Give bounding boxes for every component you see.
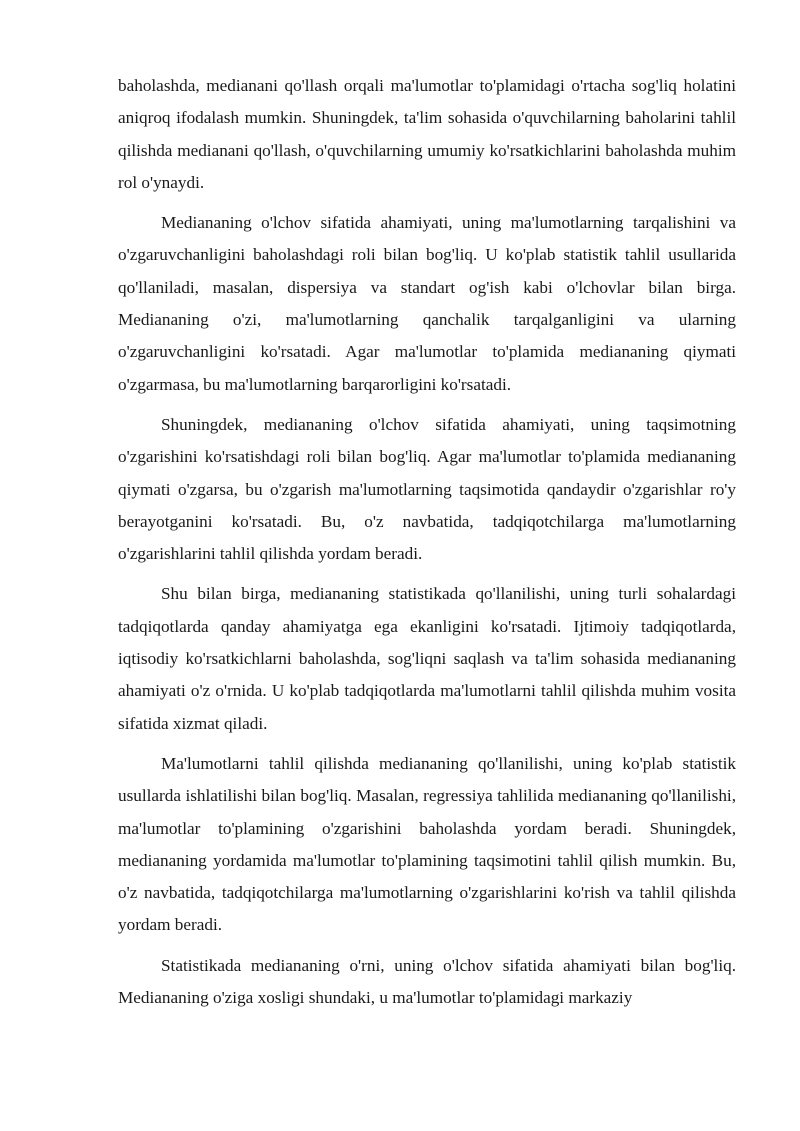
paragraph: Shu bilan birga, mediananing statistikada qo'llanilishi, uning turli sohalardagi tadqiqotlarda qanday ahamiyatga ega ekanligini ko'rsatadi. Ijtimoiy tadqiqotlarda, iqtisodiy ko'rsatkichlarni baholashda, sog'liqni saqlash va ta'lim sohasida mediananing ahamiyati o'z o'rnida. U ko'plab tadqiqotlarda ma'lumotlarni tahlil qilishda muhim vosita sifatida xizmat qiladi. [118, 584, 736, 733]
paragraph: Ma'lumotlarni tahlil qilishda mediananing qo'llanilishi, uning ko'plab statistik usullarda ishlatilishi bilan bog'liq. Masalan, regressiya tahlilida mediananing qo'llanilishi, ma'lumotlar to'plamining o'zgarishini baholashda yordam beradi. Shuningdek, mediananing yordamida ma'lumotlar to'plamining taqsimotini tahlil qilish mumkin. Bu, o'z navbatida, tadqiqotchilarga ma'lumotlarning o'zgarishlarini ko'rish va tahlil qilishda yordam beradi. [118, 753, 736, 935]
paragraph: Mediananing o'lchov sifatida ahamiyati, uning ma'lumotlarning tarqalishini va o'zgaruvchanligini baholashdagi roli bilan bog'liq. U ko'plab statistik tahlil usullarida qo'llaniladi, masalan, dispersiya va standart og'ish kabi o'lchovlar bilan birga. Mediananing o'zi, ma'lumotlarning qanchalik tarqalganligini va ularning o'zgaruvchanligini ko'rsatadi. Agar ma'lumotlar to'plamida mediananing qiymati o'zgarmasa, bu ma'lumotlarning barqarorligini ko'rsatadi. [118, 213, 736, 394]
document-body [118, 70, 736, 1022]
paragraph-continuation: baholashda, medianani qo'llash orqali ma'lumotlar to'plamidagi o'rtacha sog'liq holatini aniqroq ifodalash mumkin. Shuningdek, ta'lim sohasida o'quvchilarning baholarini tahlil qilishda medianani qo'llash, o'quvchilarning umumiy ko'rsatkichlarini baholashda muhim rol o'ynaydi. [118, 76, 736, 192]
paragraph: Statistikada mediananing o'rni, uning o'lchov sifatida ahamiyati bilan bog'liq. Mediananing o'ziga xosligi shundaki, u ma'lumotlar to'plamidagi markaziy [118, 955, 736, 1008]
paragraph: Shuningdek, mediananing o'lchov sifatida ahamiyati, uning taqsimotning o'zgarishini ko'rsatishdagi roli bilan bog'liq. Agar ma'lumotlar to'plamida mediananing qiymati o'zgarsa, bu o'zgarish ma'lumotlarning taqsimotida qandaydir o'zgarishlar ro'y berayotganini ko'rsatadi. Bu, o'z navbatida, tadqiqotchilarga ma'lumotlarning o'zgarishlarini tahlil qilishda yordam beradi. [118, 414, 736, 564]
